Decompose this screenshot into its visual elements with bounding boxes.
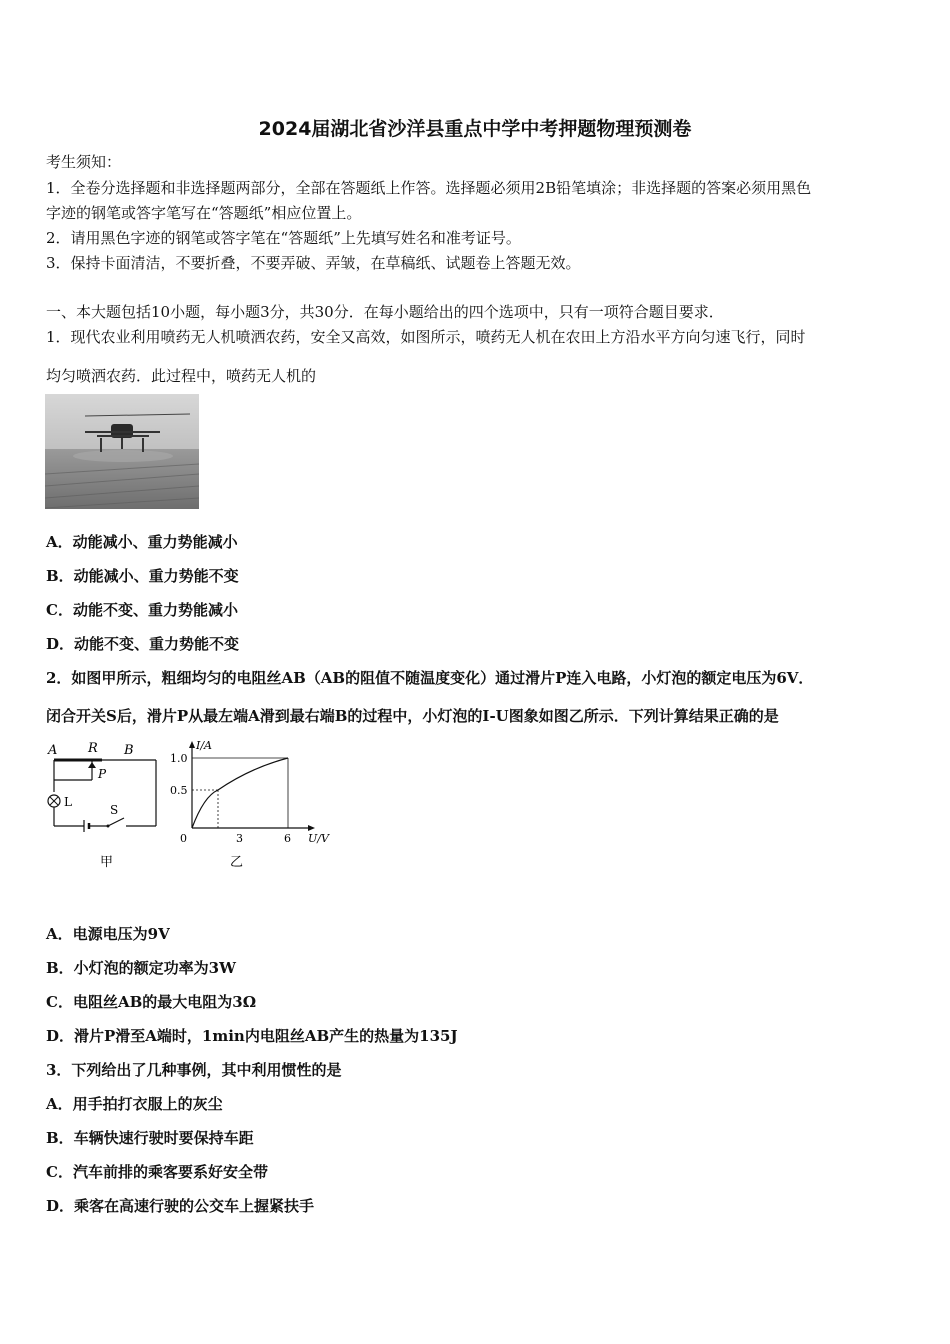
- label-a: A: [48, 743, 58, 758]
- tick-1: 1.0: [170, 752, 188, 765]
- label-s: S: [110, 803, 119, 817]
- tick-0: 0: [180, 832, 187, 845]
- x-axis-label: U/V: [308, 832, 329, 845]
- q2-stem-b: 闭合开关S后，滑片P从最左端A滑到最右端B的过程中，小灯泡的I-U图象如图乙所示．下列计算结果正确的是: [46, 707, 779, 725]
- tick-6: 6: [284, 832, 291, 845]
- q1-option-b: B．动能减小、重力势能不变: [46, 567, 239, 585]
- q1-option-c: C．动能不变、重力势能减小: [46, 601, 238, 619]
- notice-line-1b: 字迹的钢笔或答字笔写在“答题纸”相应位置上。: [46, 204, 362, 222]
- y-axis-label: I/A: [196, 739, 212, 752]
- caption-yi: 乙: [230, 855, 244, 870]
- q3-option-c: C．汽车前排的乘客要系好安全带: [46, 1163, 268, 1181]
- q2-option-b: B．小灯泡的额定功率为3W: [46, 959, 236, 977]
- notice-line-1a: 1．全卷分选择题和非选择题两部分，全部在答题纸上作答。选择题必须用2B铅笔填涂；非选择题的答案必须用黑色: [46, 179, 812, 197]
- tick-3: 3: [236, 832, 243, 845]
- label-r: R: [88, 741, 98, 756]
- notice-line-2: 2．请用黑色字迹的钢笔或答字笔在“答题纸”上先填写姓名和准考证号。: [46, 229, 521, 247]
- q3-option-d: D．乘客在高速行驶的公交车上握紧扶手: [46, 1197, 315, 1215]
- q2-option-d: D．滑片P滑至A端时，1min内电阻丝AB产生的热量为135J: [46, 1027, 458, 1045]
- q1-stem-a: 1．现代农业利用喷药无人机喷洒农药，安全又高效，如图所示，喷药无人机在农田上方沿水平方向匀速飞行，同时: [46, 328, 806, 346]
- q3-option-b: B．车辆快速行驶时要保持车距: [46, 1129, 254, 1147]
- tick-05: 0.5: [170, 784, 188, 797]
- section-heading: 一、本大题包括10小题，每小题3分，共30分．在每小题给出的四个选项中，只有一项符合题目要求．: [46, 303, 724, 321]
- q1-option-a: A．动能减小、重力势能减小: [46, 533, 238, 551]
- q3-stem: 3．下列给出了几种事例，其中利用惯性的是: [46, 1061, 342, 1079]
- q1-option-d: D．动能不变、重力势能不变: [46, 635, 240, 653]
- circuit-diagram: [44, 738, 164, 873]
- page-title: 2024届湖北省沙洋县重点中学中考押题物理预测卷: [258, 118, 692, 140]
- caption-jia: 甲: [100, 855, 114, 870]
- label-b: B: [124, 743, 134, 758]
- iu-graph: [170, 734, 340, 874]
- notice-heading: 考生须知：: [46, 153, 122, 171]
- q2-option-a: A．电源电压为9V: [46, 925, 170, 943]
- notice-line-3: 3．保持卡面清洁，不要折叠，不要弄破、弄皱，在草稿纸、试题卷上答题无效。: [46, 254, 581, 272]
- q1-stem-b: 均匀喷洒农药．此过程中，喷药无人机的: [46, 367, 317, 385]
- q3-option-a: A．用手拍打衣服上的灰尘: [46, 1095, 223, 1113]
- label-l: L: [64, 795, 72, 809]
- q2-option-c: C．电阻丝AB的最大电阻为3Ω: [46, 993, 257, 1011]
- drone-photo: [45, 394, 199, 509]
- label-p: P: [98, 767, 107, 781]
- q2-stem-a: 2．如图甲所示，粗细均匀的电阻丝AB（AB的阻值不随温度变化）通过滑片P连入电路，小灯泡的额定电压为6V．: [46, 669, 814, 687]
- iu-curve: [192, 758, 288, 828]
